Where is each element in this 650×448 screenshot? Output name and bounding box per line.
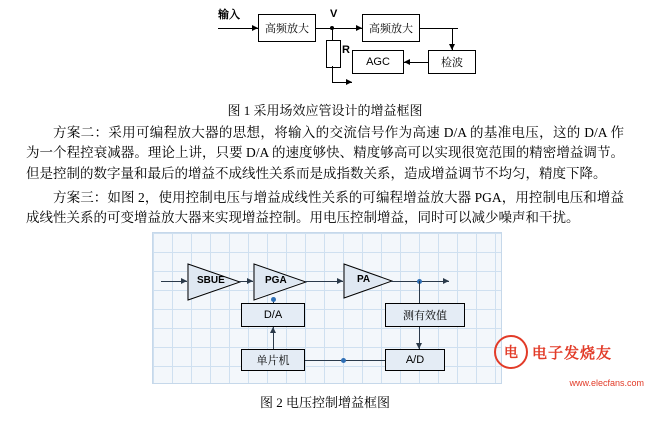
watermark [494, 330, 644, 374]
resistor-r [326, 40, 341, 68]
block-rf-amp-2: 高频放大 [362, 14, 420, 42]
wire-resistor-bottom [332, 66, 333, 82]
mcu-block: 单片机 [241, 349, 305, 371]
figure1-v-label: V [330, 8, 338, 20]
node-pga-ctrl [271, 297, 276, 302]
true-rms-block: 测有效值 [385, 303, 465, 327]
pga-amp-label: PGA [265, 275, 287, 287]
adc-block: A/D [385, 349, 445, 371]
figure2-caption: 图 2 电压控制增益框图 [259, 395, 390, 411]
block-agc: AGC [352, 50, 404, 74]
figure1-caption: 图 1 采用场效应管设计的增益框图 [227, 103, 423, 118]
arrow-mcu-dac [270, 327, 276, 333]
node-mcu-right [341, 358, 346, 363]
dac-block: D/A [241, 303, 305, 327]
wire-out-rms [419, 281, 420, 303]
sbue-amp-label: SBUE [197, 275, 225, 287]
figure-2-wrapper [0, 232, 650, 392]
figure-1 [0, 0, 650, 100]
wire-node-resistor [332, 28, 333, 40]
paragraph-scheme-3: 方案三：如图 2，使用控制电压与增益成线性关系的可编程增益放大器 PGA，用控制电压和增益成线性关系的可变增益放大器来实现增益控制。用电压控制增益，同时可以减少噪声和干扰。 [26, 189, 624, 225]
figure-2 [152, 232, 502, 384]
figure1-r-label: R [342, 44, 350, 56]
arrow-agc [404, 59, 410, 65]
watermark-logo: 电 [494, 335, 528, 369]
pa-amp-label: PA [357, 274, 371, 286]
watermark-url: www.elecfans.com [569, 378, 644, 389]
block-rf-amp-1: 高频放大 [258, 14, 316, 42]
arrow-bottom [346, 79, 352, 85]
watermark-text: 电子发烧友 [532, 344, 613, 362]
arrow-pa-out [443, 278, 449, 284]
figure1-input-label: 输入 [218, 9, 240, 21]
paragraph-scheme-2: 方案二：采用可编程放大器的思想，将输入的交流信号作为高速 D/A 的基准电压，这的 D/A 作为一个程控衰减器。理论上讲，只要 D/A 的速度够快、精度够高可以实现很宽范围的精密增益调节。但是控制的数字量和最后的增益不成线性关系而是成指数关系，造成增益调节不均匀，精度下降。 [26, 125, 624, 181]
block-detector: 检波 [428, 50, 476, 74]
